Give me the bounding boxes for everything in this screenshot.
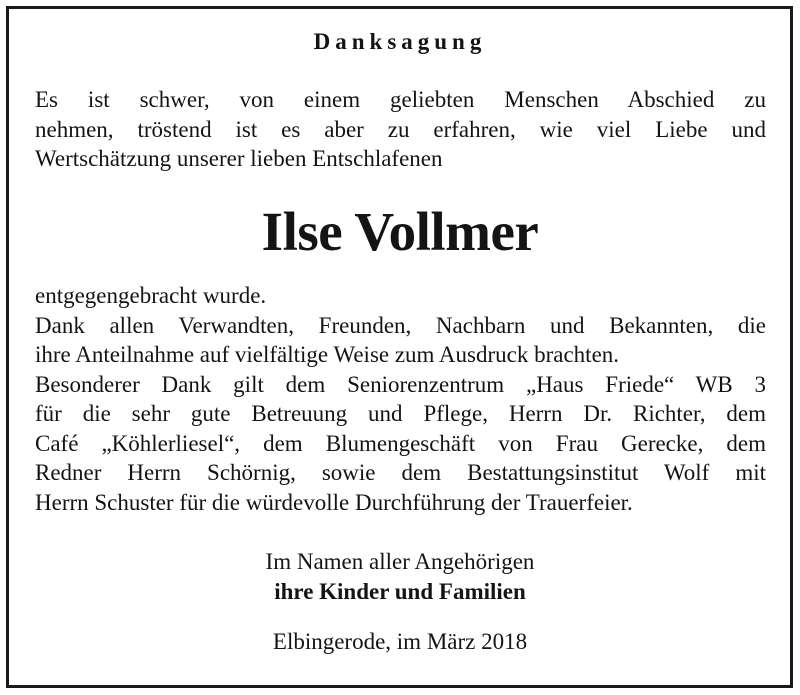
- body-line: entgegengebracht wurde.: [35, 283, 267, 308]
- intro-line: Wertschätzung unserer lieben Entschlafenen: [35, 146, 443, 171]
- body-line: für die sehr gute Betreuung und Pflege, Herrn Dr. Richter, dem: [35, 401, 766, 426]
- notice-heading: Danksagung: [313, 29, 487, 54]
- body-line: Besonderer Dank gilt dem Seniorenzentrum „Haus Friede“ WB 3: [35, 371, 766, 397]
- intro-line: Es ist schwer, von einem geliebten Menschen Abschied zu: [35, 87, 766, 112]
- intro-paragraph: [35, 85, 766, 174]
- signatories: ihre Kinder und Familien: [274, 579, 526, 604]
- closing-line: Im Namen aller Angehörigen: [265, 549, 535, 574]
- body-line: Redner Herrn Schörnig, sowie dem Bestattungsinstitut Wolf mit: [35, 460, 766, 485]
- deceased-name: Ilse Vollmer: [261, 201, 539, 262]
- body-line: Herrn Schuster für die würdevolle Durchführung der Trauerfeier.: [35, 489, 633, 515]
- body-line: ihre Anteilnahme auf vielfältige Weise zum Ausdruck brachten.: [35, 342, 620, 367]
- body-line: Dank allen Verwandten, Freunden, Nachbarn und Bekannten, die: [35, 312, 766, 338]
- body-paragraph: [35, 281, 766, 517]
- body-line: Café „Köhlerliesel“, dem Blumengeschäft von Frau Gerecke, dem: [35, 430, 766, 456]
- intro-line: nehmen, tröstend ist es aber zu erfahren, wie viel Liebe und: [35, 116, 766, 142]
- place-date: Elbingerode, im März 2018: [272, 629, 528, 654]
